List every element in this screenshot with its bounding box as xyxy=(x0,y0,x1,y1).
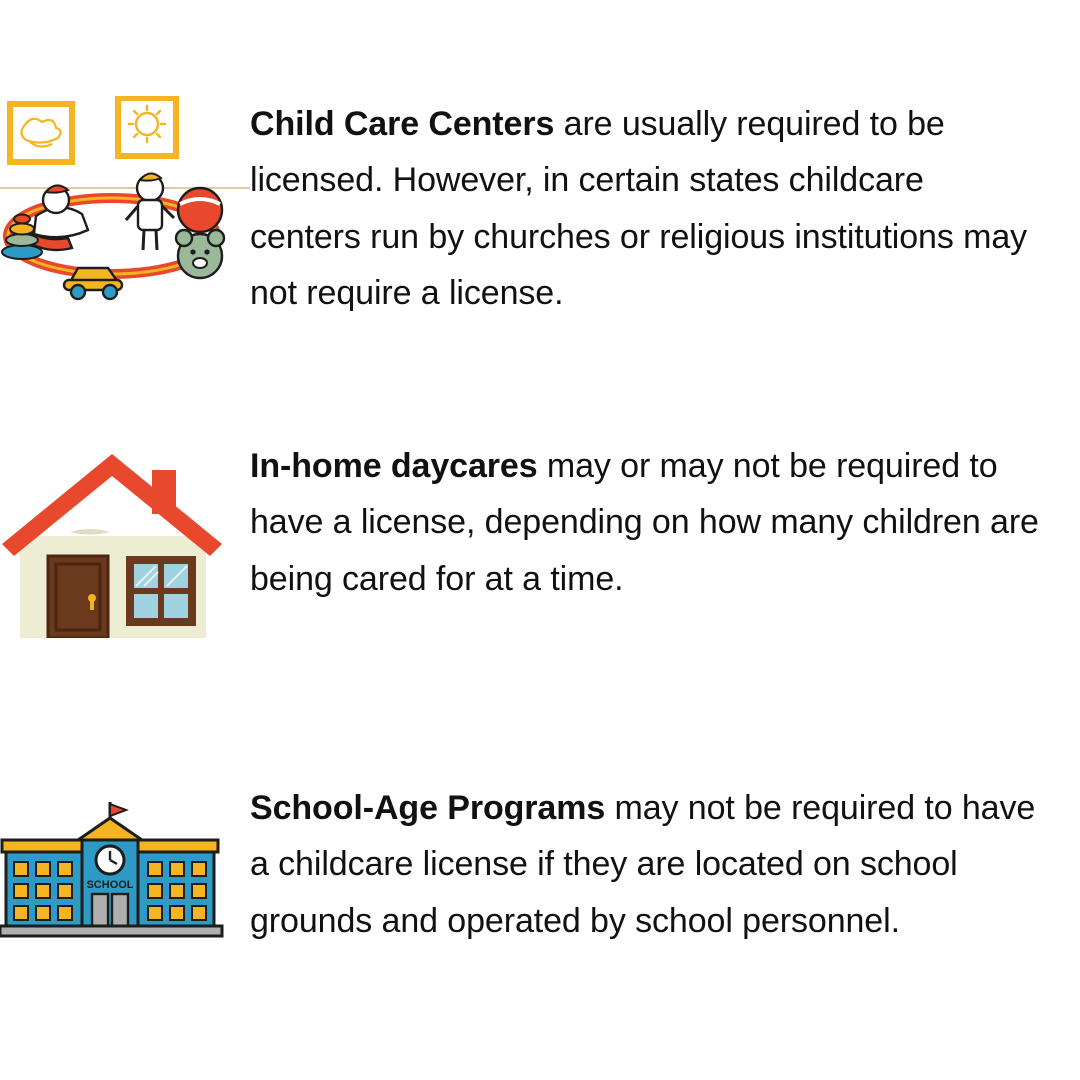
in-home-daycares-body: may or may not be required to have a license, depending on how many children are being cared for at a time. xyxy=(250,447,1039,598)
school-building-icon xyxy=(0,800,230,950)
school-illustration xyxy=(0,780,250,1040)
school-age-programs-body: may not be required to have a childcare license if they are located on school grounds and operated by school personnel. xyxy=(250,789,1036,940)
child-care-centers-heading: Child Care Centers xyxy=(250,105,555,143)
child-care-centers-body: are usually required to be licensed. However, in certain states childcare centers run by churches or religious institutions may not require a license. xyxy=(250,105,1028,313)
playroom-icon xyxy=(0,96,250,306)
school-age-programs-heading: School-Age Programs xyxy=(250,789,606,827)
child-care-centers-text xyxy=(250,96,1080,322)
house-icon xyxy=(0,448,230,638)
school-age-programs-text xyxy=(250,780,1080,949)
section-child-care-centers xyxy=(0,96,1080,356)
school-sign-label: SCHOOL xyxy=(86,879,134,891)
section-in-home-daycares xyxy=(0,438,1080,698)
playroom-illustration xyxy=(0,96,250,356)
in-home-daycares-heading: In-home daycares xyxy=(250,447,538,485)
in-home-daycares-text xyxy=(250,438,1080,607)
section-school-age-programs xyxy=(0,780,1080,1040)
house-illustration xyxy=(0,438,250,698)
